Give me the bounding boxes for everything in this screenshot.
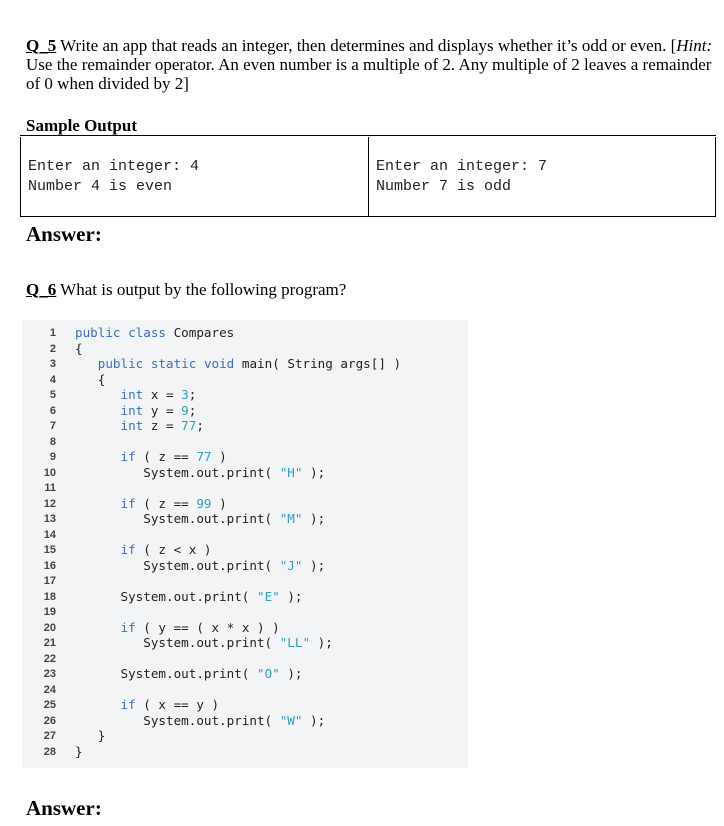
- sample-output-rule: [20, 135, 716, 136]
- line-number: 18: [43, 590, 56, 603]
- code-text: if ( z < x ): [120, 542, 212, 557]
- sample-line: Number 4 is even: [28, 178, 173, 195]
- line-number: 23: [43, 668, 56, 680]
- line-number: 4: [49, 373, 56, 386]
- code-listing: [22, 320, 468, 768]
- sample-line: Number 7 is odd: [376, 178, 512, 195]
- question-5: [26, 36, 720, 93]
- code-text: System.out.print( "H" );: [75, 464, 326, 480]
- code-text: int x = 3;: [120, 387, 197, 402]
- line-number: 26: [43, 714, 56, 727]
- code-text: int y = 9;: [120, 402, 197, 418]
- question-6: [26, 280, 346, 300]
- line-number: 28: [43, 745, 56, 758]
- line-number: 15: [43, 544, 56, 556]
- sample-line: Enter an integer: 4: [28, 158, 200, 175]
- line-number: 13: [43, 513, 56, 525]
- code-text: System.out.print( "W" );: [75, 712, 326, 728]
- code-text: System.out.print( "M" );: [75, 511, 326, 526]
- code-text: public static void main( String args[] ): [97, 356, 402, 371]
- line-number: 24: [43, 683, 56, 696]
- code-text: {: [75, 371, 106, 387]
- line-number: 1: [49, 327, 56, 339]
- code-text: int z = 77;: [120, 418, 204, 433]
- line-number: 6: [49, 404, 56, 417]
- code-text: System.out.print( "O" );: [75, 666, 303, 681]
- code-text: if ( z == 99 ): [120, 495, 227, 511]
- line-number: 27: [43, 730, 56, 742]
- sample-output-odd: [369, 137, 715, 216]
- code-text: public class Compares: [75, 325, 235, 340]
- line-number: 19: [43, 606, 56, 618]
- question-5-text: Write an app that reads an integer, then determines and displays whether it’s odd or even. [: [56, 36, 677, 55]
- code-text: {: [75, 340, 83, 356]
- answer-label-q5: Answer:: [26, 222, 102, 246]
- line-number: 2: [49, 342, 56, 355]
- line-number: 12: [43, 497, 56, 510]
- question-6-text: What is output by the following program?: [56, 280, 347, 299]
- sample-output-table: [20, 137, 716, 217]
- code-text: }: [75, 728, 106, 743]
- line-number: 17: [43, 575, 56, 587]
- line-number: 20: [43, 621, 56, 634]
- code-text: System.out.print( "J" );: [75, 557, 326, 573]
- sample-line: Enter an integer: 7: [376, 158, 548, 175]
- code-text: System.out.print( "LL" );: [75, 635, 333, 650]
- line-number: 14: [43, 528, 56, 541]
- line-number: 8: [49, 435, 56, 448]
- code-text: if ( z == 77 ): [120, 449, 227, 464]
- hint-word: Hint:: [676, 36, 713, 55]
- code-text: if ( x == y ): [120, 697, 220, 712]
- line-number: 3: [49, 358, 56, 370]
- line-number: 7: [49, 420, 56, 432]
- line-number: 11: [44, 482, 56, 494]
- code-text: if ( y == ( x * x ) ): [120, 619, 280, 635]
- line-number: 25: [43, 699, 56, 711]
- line-number: 16: [43, 559, 56, 572]
- code-text: System.out.print( "E" );: [75, 588, 303, 604]
- question-5-hint-text: Use the remainder operator. An even number is a multiple of 2. Any multiple of 2 leaves a remainder of 0 when divided by 2]: [26, 55, 712, 93]
- line-number: 10: [43, 466, 56, 479]
- code-text: }: [75, 743, 83, 759]
- line-number: 9: [49, 451, 56, 463]
- sample-output-label: Sample Output: [26, 116, 137, 135]
- answer-label-q6: Answer:: [26, 796, 102, 820]
- line-number: 21: [43, 637, 56, 649]
- sample-output-even: [21, 137, 369, 216]
- line-number: 22: [43, 652, 56, 665]
- question-6-label: Q_6: [26, 280, 57, 299]
- line-number: 5: [49, 389, 56, 401]
- question-5-label: Q_5: [26, 36, 57, 55]
